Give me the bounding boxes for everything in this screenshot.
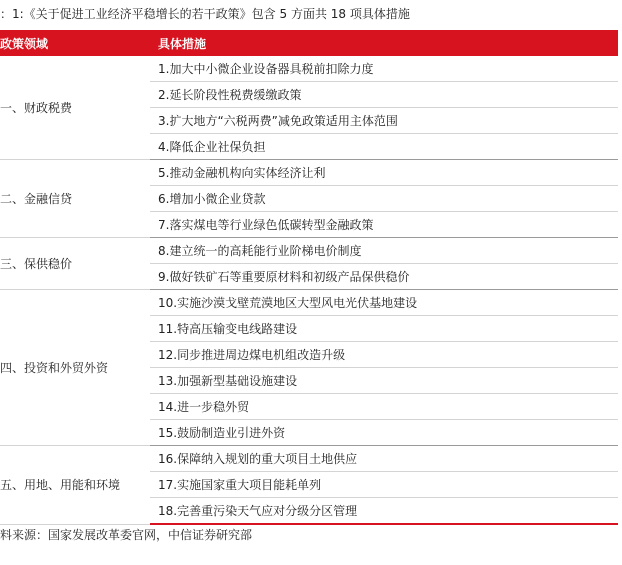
table-body <box>0 56 618 524</box>
policy-domain-cell: 二、金融信贷 <box>0 160 150 238</box>
measure-cell: 10.实施沙漠戈壁荒漠地区大型风电光伏基地建设 <box>150 290 618 316</box>
header-measures: 具体措施 <box>150 30 618 56</box>
table-row <box>0 238 618 264</box>
measure-cell: 14.进一步稳外贸 <box>150 394 618 420</box>
policy-domain-cell: 三、保供稳价 <box>0 238 150 290</box>
table-caption: ：1:《关于促进工业经济平稳增长的若干政策》包含 5 方面共 18 项具体措施 <box>0 7 410 21</box>
policy-table <box>0 30 618 525</box>
policy-domain-cell: 四、投资和外贸外资 <box>0 290 150 446</box>
measure-cell: 9.做好铁矿石等重要原材料和初级产品保供稳价 <box>150 264 618 290</box>
table-header-row <box>0 30 618 56</box>
policy-domain-cell: 一、财政税费 <box>0 56 150 160</box>
table-row <box>0 446 618 472</box>
table-row <box>0 160 618 186</box>
measure-cell: 8.建立统一的高耗能行业阶梯电价制度 <box>150 238 618 264</box>
measure-cell: 15.鼓励制造业引进外资 <box>150 420 618 446</box>
measure-cell: 13.加强新型基础设施建设 <box>150 368 618 394</box>
measure-cell: 17.实施国家重大项目能耗单列 <box>150 472 618 498</box>
table-row <box>0 290 618 316</box>
header-policy-domain: 政策领域 <box>0 30 150 56</box>
source-note: 料来源：国家发展改革委官网，中信证券研究部 <box>0 528 253 542</box>
table-row <box>0 56 618 82</box>
measure-cell: 2.延长阶段性税费缓缴政策 <box>150 82 618 108</box>
measure-cell: 11.特高压输变电线路建设 <box>150 316 618 342</box>
measure-cell: 3.扩大地方“六税两费”减免政策适用主体范围 <box>150 108 618 134</box>
measure-cell: 6.增加小微企业贷款 <box>150 186 618 212</box>
measure-cell: 16.保障纳入规划的重大项目土地供应 <box>150 446 618 472</box>
policy-domain-cell: 五、用地、用能和环境 <box>0 446 150 525</box>
measure-cell: 12.同步推进周边煤电机组改造升级 <box>150 342 618 368</box>
measure-cell: 5.推动金融机构向实体经济让利 <box>150 160 618 186</box>
measure-cell: 18.完善重污染天气应对分级分区管理 <box>150 498 618 525</box>
measure-cell: 1.加大中小微企业设备器具税前扣除力度 <box>150 56 618 82</box>
measure-cell: 7.落实煤电等行业绿色低碳转型金融政策 <box>150 212 618 238</box>
measure-cell: 4.降低企业社保负担 <box>150 134 618 160</box>
